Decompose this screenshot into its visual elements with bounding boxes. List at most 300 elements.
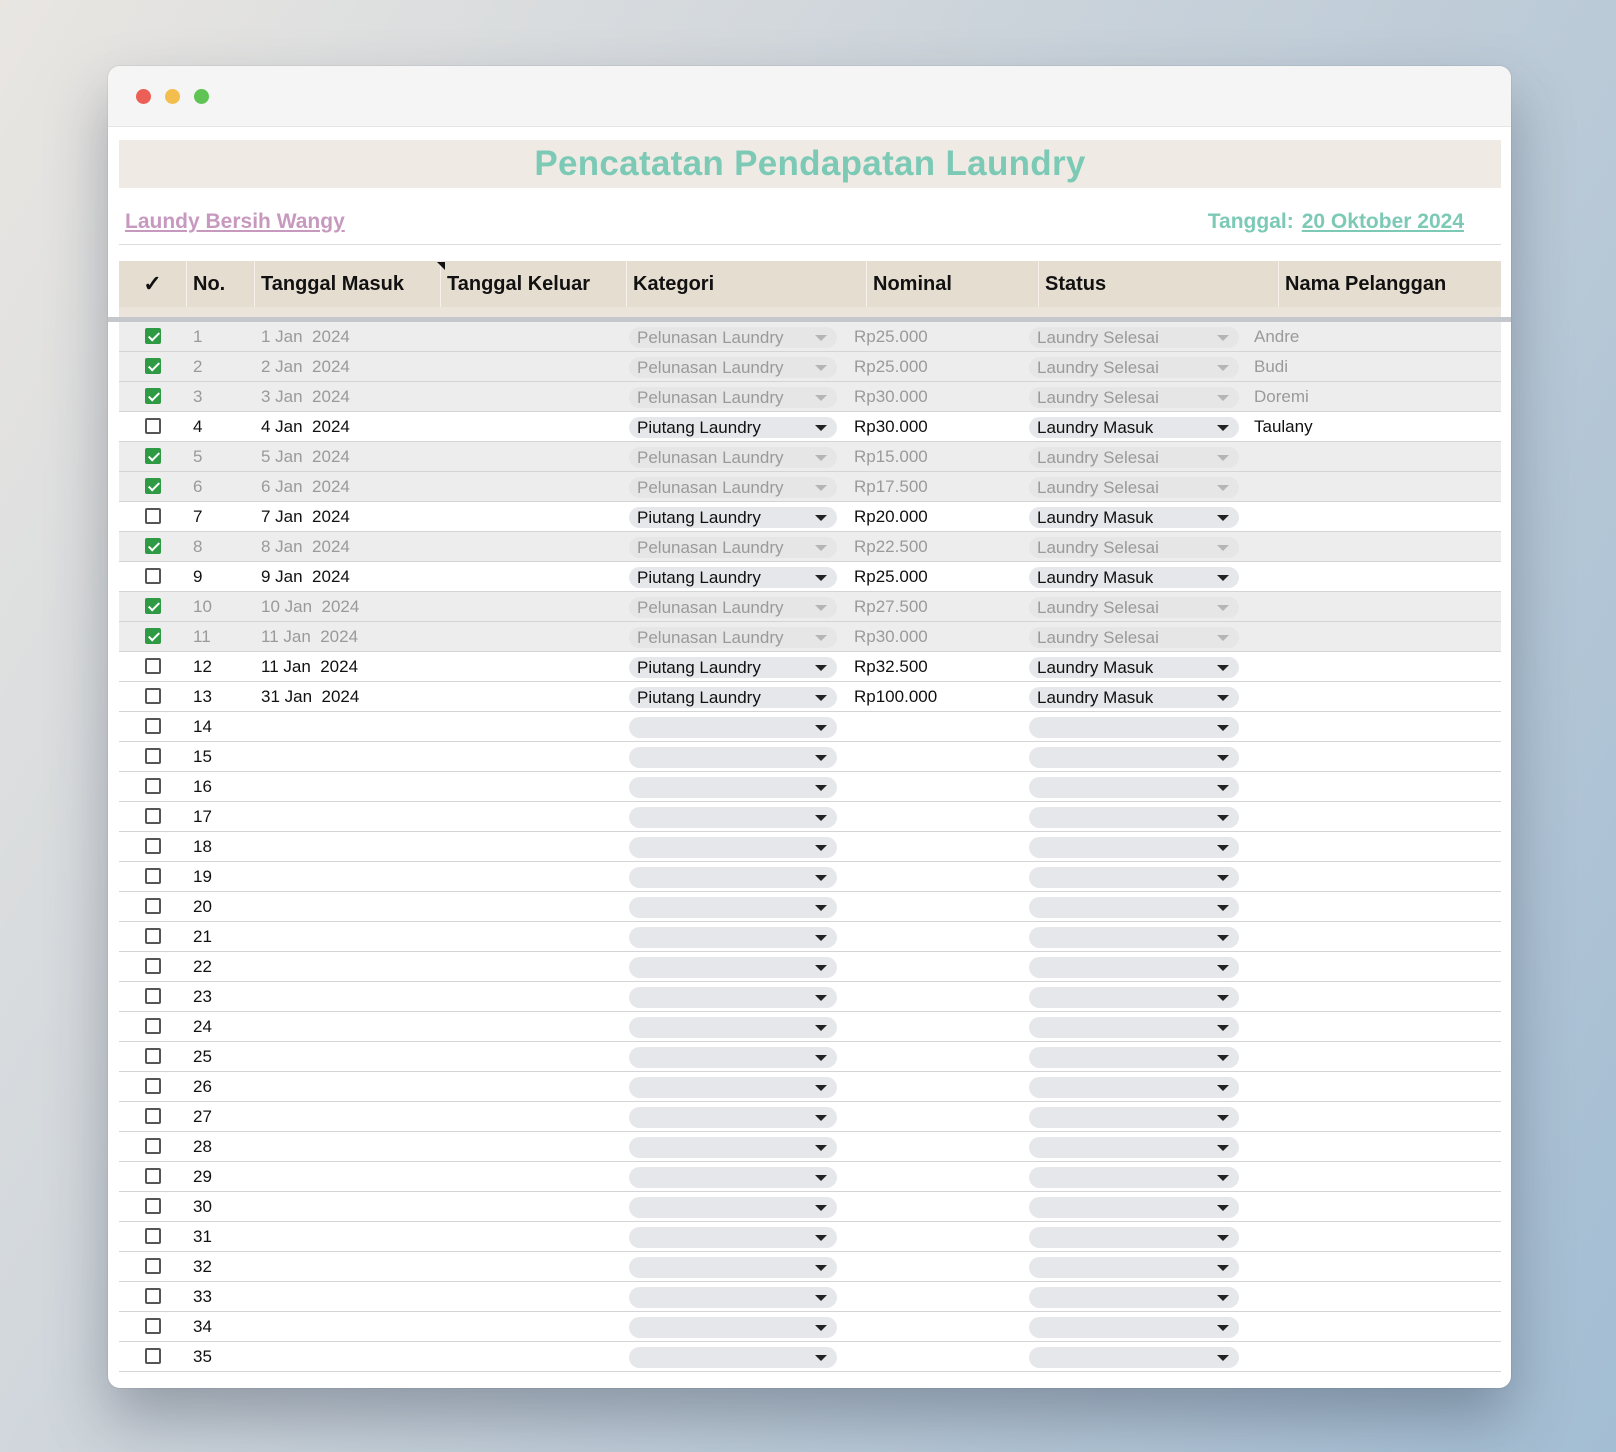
row-no[interactable]: 5 xyxy=(193,447,203,466)
kategori-dropdown[interactable] xyxy=(629,567,837,588)
row-no[interactable]: 18 xyxy=(193,837,212,856)
dropdown-arrow-icon xyxy=(815,665,827,671)
status-value: Laundry Masuk xyxy=(1037,658,1154,677)
status-value: Laundry Masuk xyxy=(1037,508,1154,527)
row-checkbox[interactable] xyxy=(145,898,161,914)
row-checkbox[interactable] xyxy=(145,1018,161,1034)
status-dropdown[interactable] xyxy=(1029,1227,1239,1248)
row-no[interactable]: 20 xyxy=(193,897,212,916)
row-tanggal-masuk[interactable]: 5 Jan 2024 xyxy=(261,447,350,466)
row-nominal[interactable]: Rp15.000 xyxy=(854,447,928,466)
row-checkbox[interactable] xyxy=(145,1288,161,1304)
dropdown-arrow-icon xyxy=(815,515,827,521)
row-no[interactable]: 17 xyxy=(193,807,212,826)
row-nominal[interactable]: Rp27.500 xyxy=(854,597,928,616)
kategori-dropdown[interactable] xyxy=(629,747,837,768)
row-tanggal-masuk[interactable]: 10 Jan 2024 xyxy=(261,597,360,616)
dropdown-arrow-icon xyxy=(1217,1265,1229,1271)
row-tanggal-masuk[interactable]: 1 Jan 2024 xyxy=(261,327,350,346)
row-no[interactable]: 31 xyxy=(193,1227,212,1246)
status-dropdown[interactable] xyxy=(1029,837,1239,858)
kategori-dropdown[interactable] xyxy=(629,327,837,348)
row-checkbox[interactable] xyxy=(145,1078,161,1094)
dropdown-arrow-icon xyxy=(815,785,827,791)
row-nama-pelanggan[interactable]: Andre xyxy=(1254,327,1300,346)
row-no[interactable]: 24 xyxy=(193,1017,212,1036)
dropdown-arrow-icon xyxy=(815,1085,827,1091)
row-checkbox[interactable] xyxy=(145,1348,161,1364)
kategori-dropdown[interactable] xyxy=(629,1047,837,1068)
header-nama-pelanggan[interactable]: Nama Pelanggan xyxy=(1285,273,1447,295)
dropdown-arrow-icon xyxy=(815,1265,827,1271)
status-dropdown[interactable] xyxy=(1029,777,1239,798)
dropdown-arrow-icon xyxy=(1217,605,1229,611)
dropdown-arrow-icon xyxy=(1217,845,1229,851)
table-row xyxy=(119,322,1501,352)
dropdown-arrow-icon xyxy=(1217,785,1229,791)
kategori-dropdown[interactable] xyxy=(629,507,837,528)
status-value: Laundry Selesai xyxy=(1037,358,1159,377)
dropdown-arrow-icon xyxy=(815,905,827,911)
kategori-dropdown[interactable] xyxy=(629,597,837,618)
row-checkbox[interactable] xyxy=(145,1168,161,1184)
dropdown-arrow-icon xyxy=(815,545,827,551)
row-tanggal-masuk[interactable]: 4 Jan 2024 xyxy=(261,417,350,436)
dropdown-arrow-icon xyxy=(815,1205,827,1211)
status-dropdown[interactable] xyxy=(1029,417,1239,438)
row-no[interactable]: 30 xyxy=(193,1197,212,1216)
dropdown-arrow-icon xyxy=(1217,545,1229,551)
kategori-value: Pelunasan Laundry xyxy=(637,388,784,407)
row-tanggal-masuk[interactable]: 8 Jan 2024 xyxy=(261,537,350,556)
kategori-dropdown[interactable] xyxy=(629,897,837,918)
status-dropdown[interactable] xyxy=(1029,1077,1239,1098)
dropdown-arrow-icon xyxy=(815,815,827,821)
kategori-value: Piutang Laundry xyxy=(637,418,761,437)
row-checkbox[interactable] xyxy=(145,868,161,884)
kategori-dropdown[interactable] xyxy=(629,1197,837,1218)
dropdown-arrow-icon xyxy=(1217,455,1229,461)
status-dropdown[interactable] xyxy=(1029,687,1239,708)
date-display xyxy=(1208,210,1464,234)
row-nominal[interactable]: Rp30.000 xyxy=(854,387,928,406)
row-no[interactable]: 21 xyxy=(193,927,212,946)
kategori-value: Piutang Laundry xyxy=(637,508,761,527)
row-checkbox[interactable] xyxy=(145,358,161,374)
kategori-value: Pelunasan Laundry xyxy=(637,598,784,617)
table-row xyxy=(119,772,1501,802)
row-tanggal-masuk[interactable]: 31 Jan 2024 xyxy=(261,687,360,706)
row-no[interactable]: 29 xyxy=(193,1167,212,1186)
kategori-dropdown[interactable] xyxy=(629,837,837,858)
status-dropdown[interactable] xyxy=(1029,627,1239,648)
kategori-dropdown[interactable] xyxy=(629,657,837,678)
row-nominal[interactable]: Rp22.500 xyxy=(854,537,928,556)
row-no[interactable]: 2 xyxy=(193,357,203,376)
dropdown-arrow-icon xyxy=(1217,1205,1229,1211)
row-checkbox[interactable] xyxy=(145,838,161,854)
header-tanggal-keluar[interactable]: Tanggal Keluar xyxy=(441,261,627,307)
dropdown-arrow-icon xyxy=(1217,875,1229,881)
row-no[interactable]: 22 xyxy=(193,957,212,976)
status-dropdown[interactable] xyxy=(1029,597,1239,618)
kategori-dropdown[interactable] xyxy=(629,1227,837,1248)
row-no[interactable]: 27 xyxy=(193,1107,212,1126)
row-tanggal-masuk[interactable]: 6 Jan 2024 xyxy=(261,477,350,496)
header-nominal[interactable]: Nominal xyxy=(867,261,1039,307)
row-no[interactable]: 28 xyxy=(193,1137,212,1156)
row-nominal[interactable]: Rp20.000 xyxy=(854,507,928,526)
table-row xyxy=(119,862,1501,892)
kategori-value: Pelunasan Laundry xyxy=(637,628,784,647)
kategori-value: Piutang Laundry xyxy=(637,568,761,587)
dropdown-arrow-icon xyxy=(815,995,827,1001)
row-tanggal-masuk[interactable]: 9 Jan 2024 xyxy=(261,567,350,586)
dropdown-arrow-icon xyxy=(1217,935,1229,941)
status-dropdown[interactable] xyxy=(1029,927,1239,948)
row-no[interactable]: 8 xyxy=(193,537,203,556)
dropdown-arrow-icon xyxy=(1217,425,1229,431)
table-row xyxy=(119,922,1501,952)
header-check[interactable]: ✓ xyxy=(119,261,187,307)
header-tanggal-masuk[interactable]: Tanggal Masuk xyxy=(255,261,441,307)
row-checkbox[interactable] xyxy=(145,418,161,434)
row-checkbox[interactable] xyxy=(145,598,161,614)
table-row xyxy=(119,1042,1501,1072)
row-checkbox[interactable] xyxy=(145,778,161,794)
table-row xyxy=(119,1012,1501,1042)
dropdown-arrow-icon xyxy=(815,1175,827,1181)
kategori-value: Pelunasan Laundry xyxy=(637,478,784,497)
row-no[interactable]: 1 xyxy=(193,327,203,346)
kategori-dropdown[interactable] xyxy=(629,387,837,408)
dropdown-arrow-icon xyxy=(1217,905,1229,911)
kategori-dropdown[interactable] xyxy=(629,537,837,558)
row-checkbox[interactable] xyxy=(145,1048,161,1064)
status-dropdown[interactable] xyxy=(1029,987,1239,1008)
status-dropdown[interactable] xyxy=(1029,537,1239,558)
table-row xyxy=(119,1252,1501,1282)
kategori-dropdown[interactable] xyxy=(629,927,837,948)
table-row xyxy=(119,1162,1501,1192)
kategori-dropdown[interactable] xyxy=(629,777,837,798)
dropdown-arrow-icon xyxy=(1217,1085,1229,1091)
status-value: Laundry Selesai xyxy=(1037,448,1159,467)
row-checkbox[interactable] xyxy=(145,1198,161,1214)
dropdown-arrow-icon xyxy=(815,605,827,611)
row-no[interactable]: 7 xyxy=(193,507,203,526)
status-dropdown[interactable] xyxy=(1029,1257,1239,1278)
status-value: Laundry Masuk xyxy=(1037,688,1154,707)
dropdown-arrow-icon xyxy=(1217,1355,1229,1361)
status-dropdown[interactable] xyxy=(1029,897,1239,918)
table-row xyxy=(119,1222,1501,1252)
dropdown-arrow-icon xyxy=(1217,515,1229,521)
kategori-dropdown[interactable] xyxy=(629,1137,837,1158)
row-no[interactable]: 34 xyxy=(193,1317,212,1336)
status-dropdown[interactable] xyxy=(1029,657,1239,678)
row-nama-pelanggan[interactable]: Budi xyxy=(1254,357,1289,376)
status-value: Laundry Selesai xyxy=(1037,598,1159,617)
status-dropdown[interactable] xyxy=(1029,1347,1239,1368)
table-row xyxy=(119,1132,1501,1162)
status-dropdown[interactable] xyxy=(1029,957,1239,978)
table-row xyxy=(119,592,1501,622)
table-row xyxy=(119,532,1501,562)
row-no[interactable]: 16 xyxy=(193,777,212,796)
table-header xyxy=(119,261,1501,307)
date-label: Tanggal: xyxy=(1207,210,1294,233)
dropdown-arrow-icon xyxy=(1217,395,1229,401)
row-tanggal-masuk[interactable]: 11 Jan 2024 xyxy=(261,627,359,646)
dropdown-arrow-icon xyxy=(815,455,827,461)
status-dropdown[interactable] xyxy=(1029,1317,1239,1338)
header-no[interactable]: No. xyxy=(187,261,255,307)
header-status[interactable]: Status xyxy=(1039,261,1279,307)
row-checkbox[interactable] xyxy=(145,328,161,344)
table-row xyxy=(119,382,1501,412)
row-nominal[interactable]: Rp30.000 xyxy=(854,417,928,436)
status-dropdown[interactable] xyxy=(1029,747,1239,768)
row-nominal[interactable]: Rp17.500 xyxy=(854,477,928,496)
minimize-window-button[interactable] xyxy=(165,89,180,104)
kategori-dropdown[interactable] xyxy=(629,477,837,498)
row-no[interactable]: 15 xyxy=(193,747,212,766)
row-checkbox[interactable] xyxy=(145,688,161,704)
table-body xyxy=(119,322,1501,1372)
dropdown-arrow-icon xyxy=(815,1325,827,1331)
status-dropdown[interactable] xyxy=(1029,447,1239,468)
row-no[interactable]: 35 xyxy=(193,1347,212,1366)
row-tanggal-masuk[interactable]: 7 Jan 2024 xyxy=(261,507,350,526)
dropdown-arrow-icon xyxy=(815,1235,827,1241)
row-nama-pelanggan[interactable]: Taulany xyxy=(1254,417,1313,436)
kategori-value: Piutang Laundry xyxy=(637,688,761,707)
row-no[interactable]: 9 xyxy=(193,567,203,586)
kategori-dropdown[interactable] xyxy=(629,867,837,888)
dropdown-arrow-icon xyxy=(1217,635,1229,641)
dropdown-arrow-icon xyxy=(815,1355,827,1361)
status-dropdown[interactable] xyxy=(1029,357,1239,378)
row-checkbox[interactable] xyxy=(145,1318,161,1334)
kategori-dropdown[interactable] xyxy=(629,687,837,708)
row-checkbox[interactable] xyxy=(145,388,161,404)
dropdown-arrow-icon xyxy=(1217,695,1229,701)
dropdown-arrow-icon xyxy=(1217,485,1229,491)
kategori-dropdown[interactable] xyxy=(629,957,837,978)
row-no[interactable]: 33 xyxy=(193,1287,212,1306)
table-row xyxy=(119,952,1501,982)
dropdown-arrow-icon xyxy=(1217,1235,1229,1241)
shop-name-link[interactable]: Laundy Bersih Wangy xyxy=(125,210,345,233)
row-no[interactable]: 3 xyxy=(193,387,203,406)
row-tanggal-masuk[interactable]: 3 Jan 2024 xyxy=(261,387,350,406)
spreadsheet-header-area xyxy=(119,140,1501,321)
dropdown-arrow-icon xyxy=(1217,1025,1229,1031)
table-row xyxy=(119,562,1501,592)
dropdown-arrow-icon xyxy=(1217,575,1229,581)
kategori-dropdown[interactable] xyxy=(629,1257,837,1278)
table-row xyxy=(119,442,1501,472)
dropdown-arrow-icon xyxy=(815,1115,827,1121)
kategori-dropdown[interactable] xyxy=(629,1167,837,1188)
dropdown-arrow-icon xyxy=(815,965,827,971)
status-dropdown[interactable] xyxy=(1029,1137,1239,1158)
dropdown-arrow-icon xyxy=(1217,1325,1229,1331)
kategori-dropdown[interactable] xyxy=(629,627,837,648)
dropdown-arrow-icon xyxy=(815,485,827,491)
row-no[interactable]: 23 xyxy=(193,987,212,1006)
table-row xyxy=(119,352,1501,382)
dropdown-arrow-icon xyxy=(1217,755,1229,761)
row-checkbox[interactable] xyxy=(145,658,161,674)
table-row xyxy=(119,472,1501,502)
sheet-title: Pencatatan Pendapatan Laundry xyxy=(119,140,1501,188)
row-checkbox[interactable] xyxy=(145,808,161,824)
status-dropdown[interactable] xyxy=(1029,507,1239,528)
dropdown-arrow-icon xyxy=(815,575,827,581)
table-row xyxy=(119,802,1501,832)
table-row xyxy=(119,742,1501,772)
table-row xyxy=(119,1072,1501,1102)
row-nominal[interactable]: Rp32.500 xyxy=(854,657,928,676)
header-kategori[interactable]: Kategori xyxy=(627,261,867,307)
dropdown-arrow-icon xyxy=(815,1055,827,1061)
dropdown-arrow-icon xyxy=(1217,1295,1229,1301)
dropdown-arrow-icon xyxy=(1217,335,1229,341)
row-checkbox[interactable] xyxy=(145,628,161,644)
status-dropdown[interactable] xyxy=(1029,867,1239,888)
row-checkbox[interactable] xyxy=(145,1228,161,1244)
dropdown-arrow-icon xyxy=(815,425,827,431)
row-nominal[interactable]: Rp25.000 xyxy=(854,567,928,586)
row-checkbox[interactable] xyxy=(145,958,161,974)
row-checkbox[interactable] xyxy=(145,538,161,554)
close-window-button[interactable] xyxy=(136,89,151,104)
row-nama-pelanggan[interactable]: Doremi xyxy=(1254,387,1309,406)
row-checkbox[interactable] xyxy=(145,1108,161,1124)
row-checkbox[interactable] xyxy=(145,748,161,764)
kategori-value: Pelunasan Laundry xyxy=(637,358,784,377)
table-row xyxy=(119,712,1501,742)
status-value: Laundry Selesai xyxy=(1037,478,1159,497)
dropdown-arrow-icon xyxy=(1217,1115,1229,1121)
kategori-dropdown[interactable] xyxy=(629,447,837,468)
status-dropdown[interactable] xyxy=(1029,1017,1239,1038)
maximize-window-button[interactable] xyxy=(194,89,209,104)
status-dropdown[interactable] xyxy=(1029,1167,1239,1188)
dropdown-arrow-icon xyxy=(1217,725,1229,731)
row-checkbox[interactable] xyxy=(145,448,161,464)
status-dropdown[interactable] xyxy=(1029,477,1239,498)
row-checkbox[interactable] xyxy=(145,1138,161,1154)
kategori-dropdown[interactable] xyxy=(629,1017,837,1038)
dropdown-arrow-icon xyxy=(1217,995,1229,1001)
kategori-value: Pelunasan Laundry xyxy=(637,538,784,557)
status-dropdown[interactable] xyxy=(1029,717,1239,738)
row-checkbox[interactable] xyxy=(145,988,161,1004)
row-no[interactable]: 13 xyxy=(193,687,212,706)
row-no[interactable]: 32 xyxy=(193,1257,212,1276)
status-dropdown[interactable] xyxy=(1029,807,1239,828)
dropdown-arrow-icon xyxy=(815,1145,827,1151)
row-no[interactable]: 10 xyxy=(193,597,212,616)
row-checkbox[interactable] xyxy=(145,508,161,524)
row-no[interactable]: 12 xyxy=(193,657,212,676)
app-window xyxy=(108,66,1511,1388)
status-dropdown[interactable] xyxy=(1029,387,1239,408)
row-tanggal-masuk[interactable]: 11 Jan 2024 xyxy=(261,657,359,676)
date-value[interactable]: 20 Oktober 2024 xyxy=(1301,210,1464,233)
kategori-dropdown[interactable] xyxy=(629,1107,837,1128)
status-value: Laundry Selesai xyxy=(1037,328,1159,347)
dropdown-arrow-icon xyxy=(815,1025,827,1031)
row-nominal[interactable]: Rp100.000 xyxy=(854,687,938,706)
dropdown-arrow-icon xyxy=(815,695,827,701)
table-row xyxy=(119,832,1501,862)
row-no[interactable]: 19 xyxy=(193,867,212,886)
row-nominal[interactable]: Rp30.000 xyxy=(854,627,928,646)
row-nominal[interactable]: Rp25.000 xyxy=(854,327,928,346)
row-nominal[interactable]: Rp25.000 xyxy=(854,357,928,376)
row-checkbox[interactable] xyxy=(145,478,161,494)
status-dropdown[interactable] xyxy=(1029,327,1239,348)
row-checkbox[interactable] xyxy=(145,568,161,584)
kategori-dropdown[interactable] xyxy=(629,987,837,1008)
row-checkbox[interactable] xyxy=(145,718,161,734)
kategori-dropdown[interactable] xyxy=(629,807,837,828)
row-no[interactable]: 25 xyxy=(193,1047,212,1066)
row-no[interactable]: 6 xyxy=(193,477,203,496)
table-row xyxy=(119,982,1501,1012)
kategori-dropdown[interactable] xyxy=(629,717,837,738)
row-no[interactable]: 26 xyxy=(193,1077,212,1096)
kategori-value: Pelunasan Laundry xyxy=(637,328,784,347)
dropdown-arrow-icon xyxy=(815,875,827,881)
status-value: Laundry Masuk xyxy=(1037,418,1154,437)
window-titlebar xyxy=(108,66,1511,127)
dropdown-arrow-icon xyxy=(1217,815,1229,821)
row-checkbox[interactable] xyxy=(145,928,161,944)
kategori-dropdown[interactable] xyxy=(629,1077,837,1098)
status-dropdown[interactable] xyxy=(1029,1107,1239,1128)
table-row xyxy=(119,1282,1501,1312)
kategori-dropdown[interactable] xyxy=(629,417,837,438)
dropdown-arrow-icon xyxy=(1217,1055,1229,1061)
dropdown-arrow-icon xyxy=(1217,965,1229,971)
kategori-dropdown[interactable] xyxy=(629,357,837,378)
table-row xyxy=(119,412,1501,442)
status-dropdown[interactable] xyxy=(1029,1287,1239,1308)
dropdown-arrow-icon xyxy=(815,845,827,851)
table-row xyxy=(119,622,1501,652)
row-no[interactable]: 11 xyxy=(193,627,211,646)
dropdown-arrow-icon xyxy=(815,1295,827,1301)
row-no[interactable]: 4 xyxy=(193,417,203,436)
status-dropdown[interactable] xyxy=(1029,567,1239,588)
row-tanggal-masuk[interactable]: 2 Jan 2024 xyxy=(261,357,350,376)
kategori-dropdown[interactable] xyxy=(629,1287,837,1308)
table-row xyxy=(119,892,1501,922)
kategori-dropdown[interactable] xyxy=(629,1317,837,1338)
status-value: Laundry Selesai xyxy=(1037,538,1159,557)
row-checkbox[interactable] xyxy=(145,1258,161,1274)
status-dropdown[interactable] xyxy=(1029,1047,1239,1068)
kategori-dropdown[interactable] xyxy=(629,1347,837,1368)
status-dropdown[interactable] xyxy=(1029,1197,1239,1218)
table-row xyxy=(119,1312,1501,1342)
row-no[interactable]: 14 xyxy=(193,717,212,736)
